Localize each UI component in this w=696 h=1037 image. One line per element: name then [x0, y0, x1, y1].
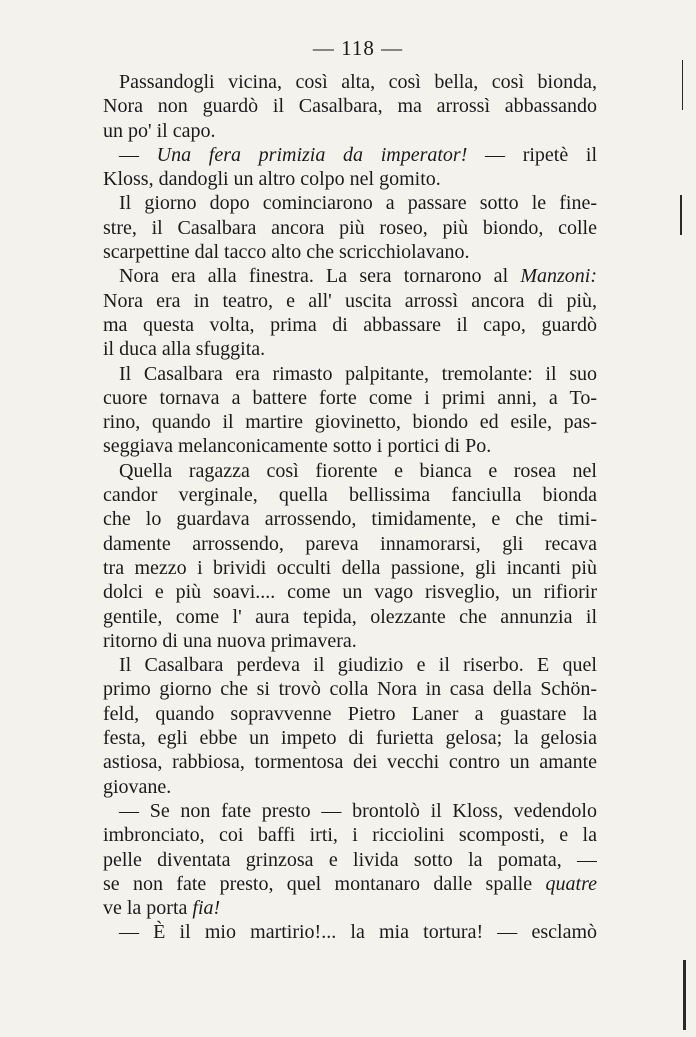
text-span: ve la porta [103, 897, 193, 920]
text-line: feld, quando sopravvenne Pietro Laner a guastare la [103, 702, 597, 725]
text-line: che lo guardava arrossendo, timidamente, e che timi- [103, 508, 597, 531]
text-line: scarpettine dal tacco alto che scricchiolavano. [103, 241, 470, 264]
text-line: ma questa volta, prima di abbassare il capo, guardò [103, 313, 597, 336]
text-line: dolci e più soavi.... come un vago risveglio, un rifiorir [103, 581, 597, 604]
text-line: Nora era in teatro, e all' uscita arrossì ancora di più, [103, 289, 597, 312]
text-line [103, 264, 597, 288]
text-line: tra mezzo i brividi occulti della passione, gli incanti più [103, 556, 597, 579]
text-line: Il Casalbara perdeva il giudizio e il riserbo. E quel [119, 654, 597, 677]
text-span: — ripetè il [467, 143, 597, 166]
scan-edge-mark [682, 60, 683, 110]
text-line: pelle diventata grinzosa e livida sotto la pomata, — [103, 848, 597, 871]
text-line: damente arrossendo, pareva innamorarsi, gli recava [103, 532, 597, 555]
text-line: Nora non guardò il Casalbara, ma arrossì abbassando [103, 95, 597, 118]
text-line [103, 143, 597, 167]
text-line [103, 896, 597, 920]
text-line: festa, egli ebbe un impeto di furietta gelosa; la gelosia [103, 727, 597, 750]
text-line: il duca alla sfuggita. [103, 338, 266, 361]
italic-text: Una fera primizia da imperator! [156, 143, 468, 166]
text-line: primo giorno che si trovò colla Nora in casa della Schön- [103, 678, 597, 701]
text-line: seggiava melanconicamente sotto i portici di Po. [103, 435, 492, 458]
text-line: un po' il capo. [103, 119, 216, 142]
text-line: giovane. [103, 775, 172, 798]
text-line: — Se non fate presto — brontolò il Kloss, vedendolo [119, 799, 597, 822]
page-number: — 118 — [312, 36, 404, 60]
text-line: stre, il Casalbara ancora più roseo, più biondo, colle [103, 216, 597, 239]
text-line: rino, quando il martire giovinetto, biondo ed esile, pas- [103, 411, 597, 434]
text-line: — È il mio martirio!... la mia tortura! — esclamò [119, 921, 597, 944]
italic-text: fia! [192, 897, 221, 920]
text-line: gentile, come l' aura tepida, olezzante che annunzia il [103, 605, 597, 628]
text-span: se non fate presto, quel montanaro dalle spalle [103, 872, 546, 895]
text-span: — [119, 143, 157, 166]
body-text [103, 70, 597, 945]
text-line: candor verginale, quella bellissima fanciulla bionda [103, 484, 597, 507]
italic-text: quatre [545, 872, 597, 895]
text-line: cuore tornava a battere forte come i primi anni, a To- [103, 386, 597, 409]
text-line [103, 872, 597, 896]
scan-edge-mark [680, 195, 682, 235]
text-line: Kloss, dandogli un altro colpo nel gomito. [103, 168, 441, 191]
text-line: imbronciato, coi baffi irti, i ricciolini scomposti, e la [103, 824, 597, 847]
italic-text: Manzoni: [520, 265, 597, 288]
text-line: Il Casalbara era rimasto palpitante, tremolante: il suo [119, 362, 597, 385]
text-line: Il giorno dopo cominciarono a passare sotto le fine- [119, 192, 597, 215]
text-line: Passandogli vicina, così alta, così bella, così bionda, [119, 71, 597, 93]
text-line: Quella ragazza così fiorente e bianca e rosea nel [119, 459, 597, 482]
text-span: Nora era alla finestra. La sera tornarono al [119, 265, 521, 288]
text-line: ritorno di una nuova primavera. [103, 629, 357, 652]
scan-edge-mark [683, 960, 686, 1030]
text-line: astiosa, rabbiosa, tormentosa dei vecchi contro un amante [103, 751, 597, 774]
